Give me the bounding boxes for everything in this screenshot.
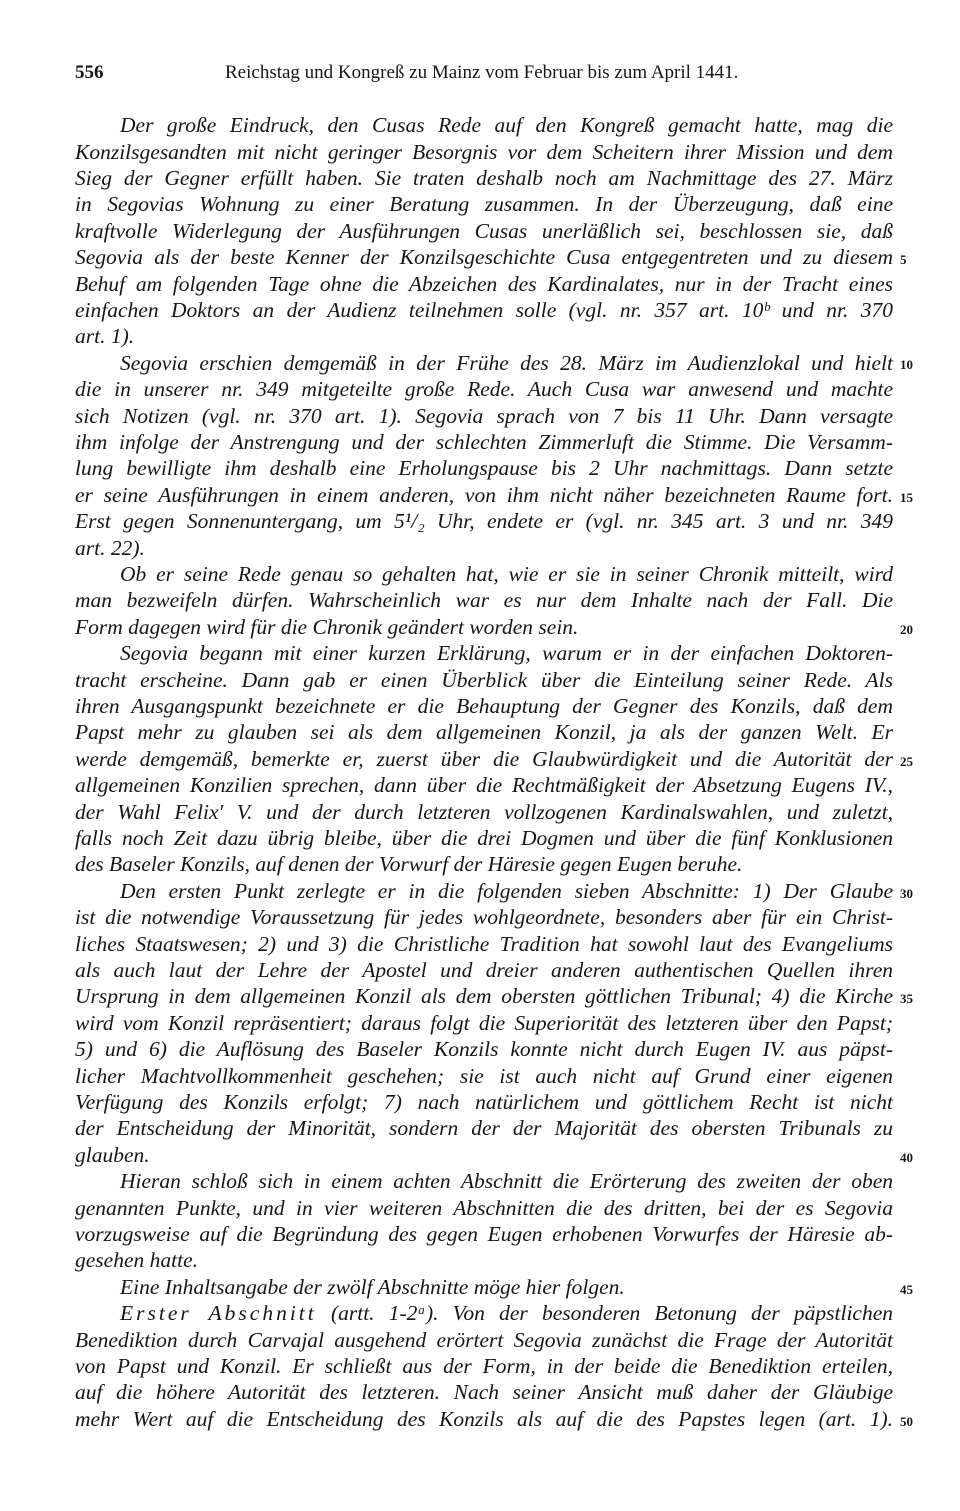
text-line: Behuf am folgenden Tage ohne die Abzeichen des Kardinalates, nur in der Tracht eines: [75, 272, 893, 296]
line-number: 30: [900, 886, 913, 901]
text-line: Erst gegen Sonnenuntergang, um 5¹/₂ Uhr, endete er (vgl. nr. 345 art. 3 und nr. 349: [75, 509, 893, 533]
text-line: allgemeinen Konzilien sprechen, dann über die Rechtmäßigkeit der Absetzung Eugens IV.,: [75, 773, 893, 797]
text-line: Form dagegen wird für die Chronik geändert worden sein.: [75, 615, 579, 639]
line-number: 50: [900, 1414, 913, 1429]
page-header: [75, 62, 905, 92]
text-line: 5) und 6) die Auflösung des Baseler Konzils konnte nicht durch Eugen IV. aus päpst-: [75, 1037, 893, 1061]
text-line: falls noch Zeit dazu übrig bleibe, über die drei Dogmen und über die fünf Konklusionen: [75, 826, 893, 850]
page-number: 556: [75, 62, 104, 83]
line-number: 45: [900, 1282, 913, 1297]
text-line: die in unserer nr. 349 mitgeteilte große Rede. Auch Cusa war anwesend und machte: [75, 377, 893, 401]
line-number: 35: [900, 991, 913, 1006]
text-line: Den ersten Punkt zerlegte er in die folgenden sieben Abschnitte: 1) Der Glaube: [120, 879, 893, 903]
text-line: Benediktion durch Carvajal ausgehend erörtert Segovia zunächst die Frage der Autorität: [75, 1328, 893, 1352]
text-line: Der große Eindruck, den Cusas Rede auf den Kongreß gemacht hatte, mag die: [120, 113, 893, 137]
text-line: auf die höhere Autorität des letzteren. Nach seiner Ansicht muß daher der Gläubige: [75, 1380, 893, 1404]
text-line: einfachen Doktors an der Audienz teilnehmen solle (vgl. nr. 357 art. 10ᵇ und nr. 370: [75, 298, 893, 322]
text-line: Konzilsgesandten mit nicht geringer Besorgnis vor dem Scheitern ihrer Mission und dem: [75, 140, 893, 164]
text-line: mehr Wert auf die Entscheidung des Konzils als auf die des Papstes legen (art. 1).: [75, 1407, 893, 1431]
text-line: sich Notizen (vgl. nr. 370 art. 1). Segovia sprach von 7 bis 11 Uhr. Dann versagte: [75, 404, 893, 428]
text-line: art. 22).: [75, 536, 145, 560]
text-line: Segovia erschien demgemäß in der Frühe des 28. März im Audienzlokal und hielt: [120, 351, 893, 375]
text-line: man bezweifeln dürfen. Wahrscheinlich war es nur dem Inhalte nach der Fall. Die: [75, 588, 893, 612]
text-line: ihm infolge der Anstrengung und der schlechten Zimmerluft die Stimme. Die Versamm-: [75, 430, 893, 454]
text-line: Papst mehr zu glauben sei als dem allgemeinen Konzil, ja als der ganzen Welt. Er: [75, 720, 893, 744]
text-line: werde demgemäß, bemerkte er, zuerst über die Glaubwürdigkeit und die Autorität der: [75, 747, 893, 771]
text-line: der Entscheidung der Minorität, sondern der der Majorität des obersten Tribunals zu: [75, 1116, 893, 1140]
text-line: licher Machtvollkommenheit geschehen; sie ist auch nicht auf Grund einer eigenen: [75, 1064, 893, 1088]
text-line: ist die notwendige Voraussetzung für jedes wohlgeordnete, besonders aber für ein Christ-: [75, 905, 893, 929]
line-number: 15: [900, 490, 913, 505]
section-heading: Erster Abschnitt: [120, 1301, 317, 1325]
line-number: 25: [900, 754, 913, 769]
text-line: Ob er seine Rede genau so gehalten hat, wie er sie in seiner Chronik mitteilt, wird: [120, 562, 893, 586]
line-number: 40: [900, 1150, 913, 1165]
text-line: tracht erscheine. Dann gab er einen Überblick über die Einteilung seiner Rede. Als: [75, 668, 893, 692]
text-line: kraftvolle Widerlegung der Ausführungen Cusas unerläßlich sei, beschlossen sie, daß: [75, 219, 893, 243]
line-number: 20: [900, 622, 913, 637]
text-line: in Segovias Wohnung zu einer Beratung zusammen. In der Überzeugung, daß eine: [75, 192, 893, 216]
text-line: glauben.: [75, 1143, 150, 1167]
text-line: Eine Inhaltsangabe der zwölf Abschnitte möge hier folgen.: [120, 1275, 625, 1299]
text-line: des Baseler Konzils, auf denen der Vorwurf der Häresie gegen Eugen beruhe.: [75, 852, 743, 876]
text-line: er seine Ausführungen in einem anderen, von ihm nicht näher bezeichneten Raume fort.: [75, 483, 893, 507]
text-line: der Wahl Felix' V. und der durch letzteren vollzogenen Kardinalswahlen, und zuletzt,: [75, 800, 893, 824]
text-line: ihren Ausgangspunkt bezeichnete er die Behauptung der Gegner des Konzils, daß dem: [75, 694, 893, 718]
text-line: genannten Punkte, und in vier weiteren Abschnitten die des dritten, bei der es Segovia: [75, 1196, 893, 1220]
text-line: lung bewilligte ihm deshalb eine Erholungspause bis 2 Uhr nachmittags. Dann setzte: [75, 456, 893, 480]
text-line: vorzugsweise auf die Begründung des gegen Eugen erhobenen Vorwurfes der Häresie ab-: [75, 1222, 893, 1246]
text-line: als auch laut der Lehre der Apostel und dreier anderen authentischen Quellen ihren: [75, 958, 893, 982]
text-line: Hieran schloß sich in einem achten Abschnitt die Erörterung des zweiten der oben: [120, 1169, 893, 1193]
running-head: Reichstag und Kongreß zu Mainz vom Februar bis zum April 1441.: [225, 62, 739, 83]
text-line: Erster Abschnitt (artt. 1-2ᵃ). Von der besonderen Betonung der päpstlichen: [120, 1301, 894, 1325]
text-line: Segovia begann mit einer kurzen Erklärung, warum er in der einfachen Doktoren-: [120, 641, 893, 665]
text-line: Segovia als der beste Kenner der Konzilsgeschichte Cusa entgegentreten und zu diesem: [75, 245, 893, 269]
text-line: Sieg der Gegner erfüllt haben. Sie traten deshalb noch am Nachmittage des 27. März: [75, 166, 893, 190]
text-line: Verfügung des Konzils erfolgt; 7) nach natürlichem und göttlichem Recht ist nicht: [75, 1090, 893, 1114]
text-line: wird vom Konzil repräsentiert; daraus folgt die Superiorität des letzteren über den Papst;: [75, 1011, 893, 1035]
line-number: 5: [900, 252, 907, 267]
text-line: gesehen hatte.: [75, 1248, 198, 1272]
text-line: von Papst und Konzil. Er schließt aus der Form, in der beide die Benediktion erteilen,: [75, 1354, 893, 1378]
text-line: Ursprung in dem allgemeinen Konzil als dem obersten göttlichen Tribunal; 4) die Kirche: [75, 984, 893, 1008]
text-line: art. 1).: [75, 324, 135, 348]
text-line: liches Staatswesen; 2) und 3) die Christliche Tradition hat sowohl laut des Evangeliums: [75, 932, 893, 956]
line-number: 10: [900, 357, 913, 372]
